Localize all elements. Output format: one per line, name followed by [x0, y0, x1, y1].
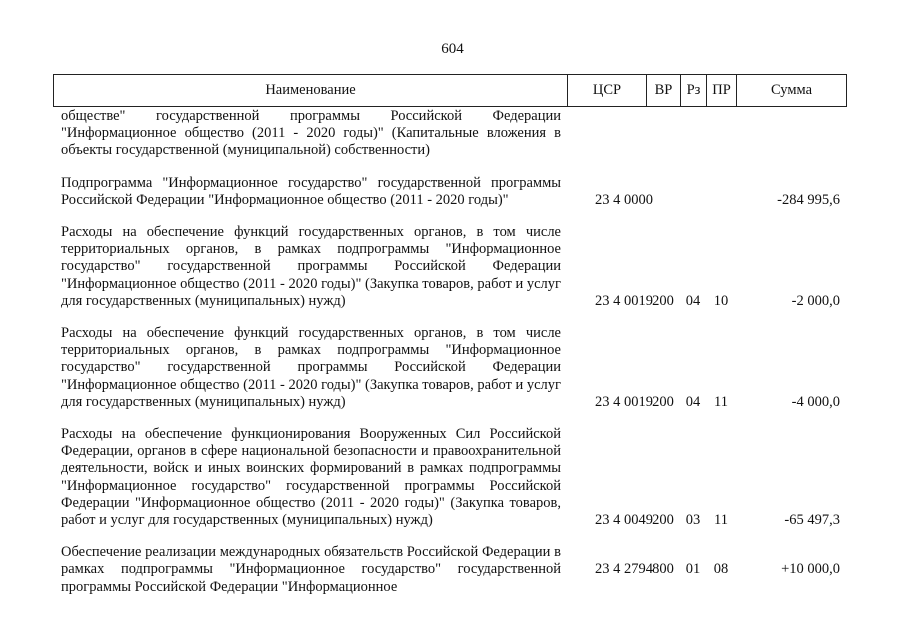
- header-row: [54, 75, 847, 107]
- column-header-pr: ПР: [707, 75, 737, 107]
- row-rz: 03: [685, 512, 701, 529]
- row-spacer: [53, 160, 846, 175]
- row-csr: 23 4 0019: [595, 292, 653, 309]
- row-spacer: [53, 411, 846, 426]
- row-rz: 04: [685, 292, 701, 309]
- row-vr: 200: [652, 512, 674, 529]
- row-csr: 23 4 0019: [595, 393, 653, 410]
- row-name: Обеспечение реализации международных обязательств Российской Федерации в рамках подпрограммы "Информационное государство" государственной программы Российской Федерации "Информационное: [61, 544, 561, 595]
- row-name: Расходы на обеспечение функций государственных органов, в том числе территориальных органов, в рамках подпрограммы "Информационное государство" государственной программы Российской Федерации "Информационное общество (2011 - 2020 годы)" (Закупка товаров, работ и услуг для государственных (муниципальных) нужд): [61, 224, 561, 309]
- table-row: [53, 175, 846, 209]
- row-csr: 23 4 0000: [595, 191, 653, 208]
- row-sum: -65 497,3: [784, 512, 840, 529]
- row-pr: 10: [713, 292, 729, 309]
- table-row: [53, 426, 846, 529]
- row-spacer: [53, 209, 846, 224]
- column-header-vr: ВР: [647, 75, 681, 107]
- row-csr: [567, 108, 646, 160]
- row-vr: 200: [652, 292, 674, 309]
- table-row: [53, 325, 846, 411]
- row-sum: -4 000,0: [791, 393, 840, 410]
- row-name: Расходы на обеспечение функций государственных органов, в том числе территориальных органов, в рамках подпрограммы "Информационное государство" государственной программы Российской Федерации "Информационное общество (2011 - 2020 годы)" (Закупка товаров, работ и услуг для государственных (муниципальных) нужд): [61, 325, 561, 410]
- row-name: Расходы на обеспечение функционирования Вооруженных Сил Российской Федерации, органов в сфере национальной безопасности и правоохранительной деятельности, войск и иных воинских формирований в рамках подпрограммы "Информационное государство" государственной программы Российской Федерации "Информационное общество (2011 - 2020 годы)" (Закупка товаров, работ и услуг для государственных (муниципальных) нужд): [61, 426, 561, 529]
- row-sum: +10 000,0: [781, 561, 840, 578]
- row-vr: 200: [652, 393, 674, 410]
- budget-table: [53, 108, 846, 596]
- row-rz: [680, 175, 706, 209]
- row-sum: [736, 108, 846, 160]
- table-row: [53, 108, 846, 160]
- row-vr: [646, 108, 680, 160]
- row-csr: 23 4 2794: [595, 561, 653, 578]
- row-name: обществе" государственной программы Российской Федерации "Информационное общество (2011 - 2020 годы)" (Капитальные вложения в объекты государственной (муниципальной) собственности): [61, 108, 561, 159]
- row-spacer: [53, 529, 846, 544]
- row-pr: [706, 108, 736, 160]
- column-header-name: Наименование: [54, 75, 568, 107]
- row-sum: -284 995,6: [777, 191, 840, 208]
- column-header-rz: Рз: [681, 75, 707, 107]
- page-number: 604: [441, 41, 464, 57]
- row-rz: 01: [685, 561, 701, 578]
- row-rz: [680, 108, 706, 160]
- column-header-csr: ЦСР: [568, 75, 647, 107]
- row-pr: [706, 175, 736, 209]
- row-sum: -2 000,0: [791, 292, 840, 309]
- column-header-sum: Сумма: [737, 75, 847, 107]
- row-csr: 23 4 0049: [595, 512, 653, 529]
- table-row: [53, 544, 846, 596]
- table-row: [53, 224, 846, 310]
- row-pr: 08: [713, 561, 729, 578]
- table-header: [53, 74, 847, 107]
- row-vr: 800: [652, 561, 674, 578]
- row-rz: 04: [685, 393, 701, 410]
- row-pr: 11: [714, 393, 728, 410]
- row-name: Подпрограмма "Информационное государство" государственной программы Российской Федерации "Информационное общество (2011 - 2020 годы)": [61, 174, 561, 208]
- row-spacer: [53, 310, 846, 325]
- row-pr: 11: [714, 512, 728, 529]
